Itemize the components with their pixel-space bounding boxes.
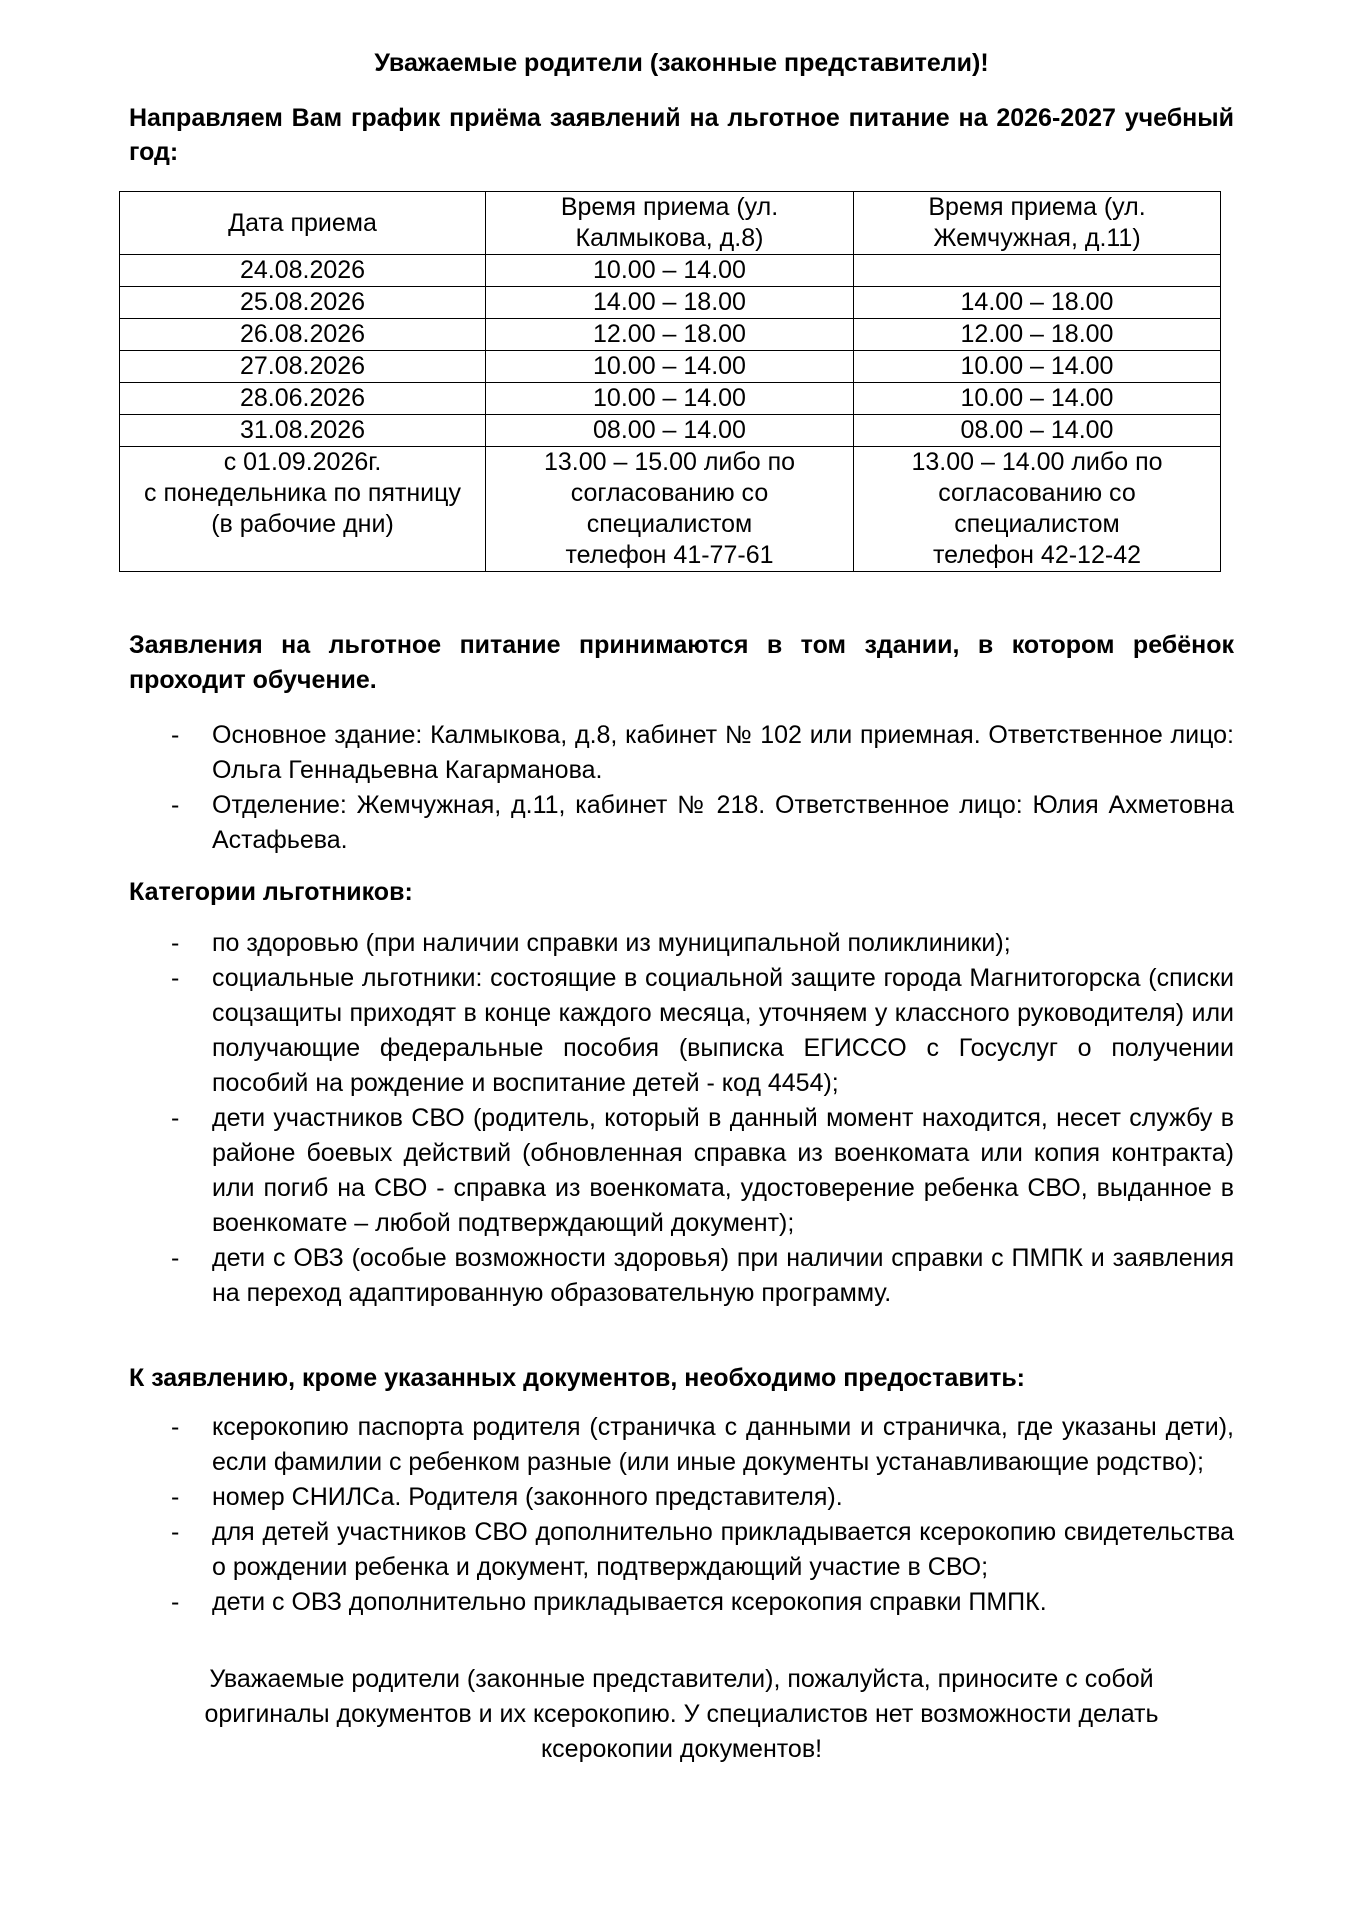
intro-paragraph: Направляем Вам график приёма заявлений на льготное питание на 2026-2027 учебный год: (129, 104, 1234, 166)
list-item (129, 1515, 1234, 1585)
cell-line: с понедельника по пятницу (144, 479, 461, 507)
dash-bullet: - (171, 929, 180, 957)
list-item-text: дети участников СВО (родитель, который в данный момент находится, несет службу в районе боевых действий (обновленная справка из военкомата или копия контракта) или погиб на СВО - справка из военкомата, удостоверение ребенка СВО, выданное в военкомате – любой подтверждающий документ); (212, 1104, 1234, 1237)
table-row (120, 287, 1221, 319)
buildings-list (129, 718, 1234, 858)
dash-bullet: - (171, 1518, 180, 1546)
dash-bullet: - (171, 721, 180, 749)
list-item (129, 1480, 1234, 1515)
table-cell: 08.00 – 14.00 (486, 415, 854, 447)
table-header-row (120, 192, 1221, 255)
table-cell: 10.00 – 14.00 (854, 351, 1221, 383)
list-item-text: дети с ОВЗ (особые возможности здоровья) при наличии справки с ПМПК и заявления на переход адаптированную образовательную программу. (212, 1244, 1234, 1307)
list-item (129, 961, 1234, 1101)
table-cell: 10.00 – 14.00 (486, 383, 854, 415)
table-cell: 25.08.2026 (120, 287, 486, 319)
cell-line: с 01.09.2026г. (223, 448, 382, 476)
table-cell: 27.08.2026 (120, 351, 486, 383)
list-item-text: ксерокопию паспорта родителя (страничка с данными и страничка, где указаны дети), если фамилии с ребенком разные (или иные документы устанавливающие родство); (212, 1413, 1234, 1476)
table-cell: 26.08.2026 (120, 319, 486, 351)
cell-line: специалистом (954, 510, 1120, 538)
table-cell: 14.00 – 18.00 (854, 287, 1221, 319)
cell-line: согласованию со (570, 479, 769, 507)
dash-bullet: - (171, 1413, 180, 1441)
list-item-text: по здоровью (при наличии справки из муниципальной поликлиники); (212, 929, 1011, 957)
table-row-weekdays (120, 447, 1221, 572)
list-item-text: социальные льготники: состоящие в социальной защите города Магнитогорска (списки соцзащиты приходят в конце каждого месяца, уточняем у классного руководителя) или получающие федеральные пособия (выписка ЕГИССО с Госуслуг о получении пособий на рождение и воспитание детей - код 4454); (212, 964, 1234, 1097)
table-row (120, 255, 1221, 287)
table-row (120, 383, 1221, 415)
table-cell: 10.00 – 14.00 (854, 383, 1221, 415)
cell-line: 13.00 – 14.00 либо по (911, 448, 1163, 476)
cell-line: (в рабочие дни) (211, 510, 394, 538)
list-item (129, 788, 1234, 858)
list-item (129, 1410, 1234, 1480)
dash-bullet: - (171, 1244, 180, 1272)
list-item-text: Отделение: Жемчужная, д.11, кабинет № 218. Ответственное лицо: Юлия Ахметовна Астафьева. (212, 791, 1234, 854)
list-item-text: номер СНИЛСа. Родителя (законного представителя). (212, 1483, 843, 1511)
table-cell: 24.08.2026 (120, 255, 486, 287)
documents-title: К заявлению, кроме указанных документов, необходимо предоставить: (129, 1364, 1026, 1392)
documents-list (129, 1410, 1234, 1620)
schedule-table (119, 191, 1221, 572)
dash-bullet: - (171, 1104, 180, 1132)
dash-bullet: - (171, 1483, 180, 1511)
categories-title: Категории льготников: (129, 878, 413, 906)
cell-line: телефон 42-12-42 (932, 541, 1142, 569)
dash-bullet: - (171, 791, 180, 819)
document-page (129, 46, 1234, 1767)
table-cell: 12.00 – 18.00 (486, 319, 854, 351)
table-row (120, 351, 1221, 383)
table-cell (854, 255, 1221, 287)
cell-line: специалистом (586, 510, 753, 538)
list-item (129, 1101, 1234, 1241)
cell-line: телефон 41-77-61 (565, 541, 774, 569)
page-title: Уважаемые родители (законные представители)! (374, 49, 989, 77)
list-item (129, 718, 1234, 788)
header-date: Дата приема (120, 192, 486, 255)
list-item (129, 926, 1234, 961)
table-cell: 31.08.2026 (120, 415, 486, 447)
header-time-zhemchuzhnaya: Время приема (ул. Жемчужная, д.11) (854, 192, 1221, 255)
cell-line: 13.00 – 15.00 либо по (543, 448, 796, 476)
categories-list (129, 926, 1234, 1311)
table-cell: 28.06.2026 (120, 383, 486, 415)
list-item-text: для детей участников СВО дополнительно прикладывается ксерокопию свидетельства о рождении ребенка и документ, подтверждающий участие в СВО; (212, 1518, 1234, 1581)
list-item-text: Основное здание: Калмыкова, д.8, кабинет № 102 или приемная. Ответственное лицо: Ольга Геннадьевна Кагарманова. (212, 721, 1234, 784)
table-cell: 08.00 – 14.00 (854, 415, 1221, 447)
footer-note: Уважаемые родители (законные представители), пожалуйста, приносите с собой оригиналы документов и их ксерокопию. У специалистов нет возможности делать ксерокопии документов! (204, 1665, 1159, 1763)
table-cell (120, 447, 486, 572)
cell-line: согласованию со (938, 479, 1136, 507)
list-item (129, 1585, 1234, 1620)
dash-bullet: - (171, 1588, 180, 1616)
list-item (129, 1241, 1234, 1311)
buildings-note: Заявления на льготное питание принимаются в том здании, в котором ребёнок проходит обучение. (129, 631, 1234, 694)
table-cell: 10.00 – 14.00 (486, 351, 854, 383)
table-row (120, 319, 1221, 351)
table-row (120, 415, 1221, 447)
header-time-kalmykova: Время приема (ул. Калмыкова, д.8) (486, 192, 854, 255)
dash-bullet: - (171, 964, 180, 992)
table-cell: 14.00 – 18.00 (486, 287, 854, 319)
table-cell (486, 447, 854, 572)
list-item-text: дети с ОВЗ дополнительно прикладывается ксерокопия справки ПМПК. (212, 1588, 1047, 1616)
table-cell: 12.00 – 18.00 (854, 319, 1221, 351)
table-cell: 10.00 – 14.00 (486, 255, 854, 287)
table-cell (854, 447, 1221, 572)
